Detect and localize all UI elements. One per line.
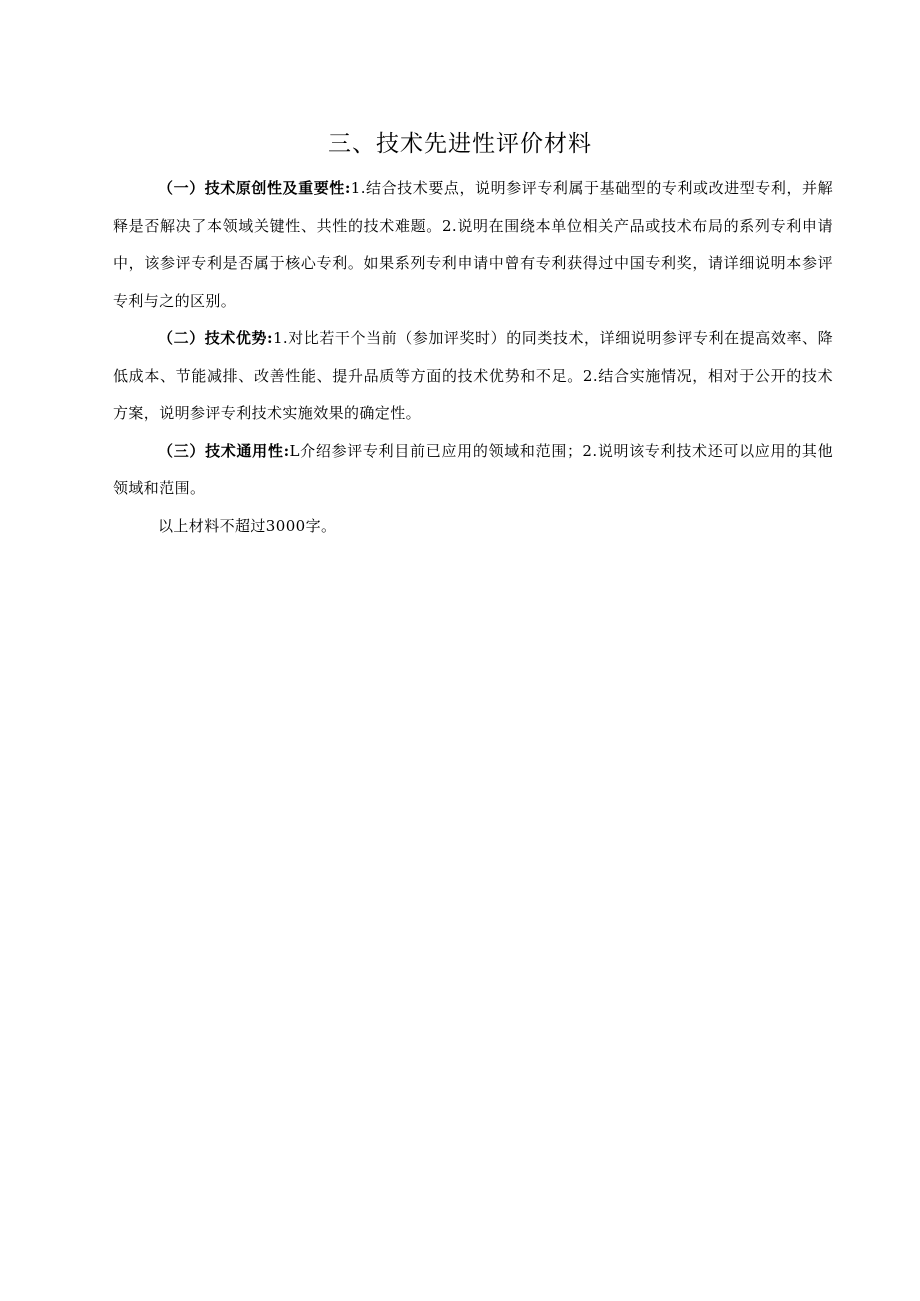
section-originality-text: 1.结合技术要点，说明参评专利属于基础型的专利或改进型专利，并解释是否解决了本领域关键性、共性的技术难题。2.说明在围绕本单位相关产品或技术布局的系列专利申请中，该参评专利是否属于核心专利。如果系列专利申请中曾有专利获得过中国专利奖，请详细说明本参评专利与之的区别。 [113, 179, 833, 310]
section-originality-heading: （一）技术原创性及重要性: [158, 179, 351, 197]
closing-note: 以上材料不超过3000字。 [158, 516, 337, 535]
section-advantage-text: 1.对比若干个当前（参加评奖时）的同类技术，详细说明参评专利在提高效率、降低成本、节能减排、改善性能、提升品质等方面的技术优势和不足。2.结合实施情况，相对于公开的技术方案，说明参评专利技术实施效果的确定性。 [113, 329, 833, 422]
document-title: 三、技术先进性评价材料 [328, 131, 592, 157]
document-body [113, 170, 833, 545]
section-generality-heading: （三）技术通用性: [158, 441, 290, 460]
section-advantage [113, 320, 833, 433]
section-advantage-heading: （二）技术优势: [158, 329, 273, 347]
section-originality [113, 170, 833, 320]
section-generality [113, 433, 833, 508]
section-generality-text: L介绍参评专利目前已应用的领域和范围；2.说明该专利技术还可以应用的其他领域和范围。 [113, 441, 833, 497]
